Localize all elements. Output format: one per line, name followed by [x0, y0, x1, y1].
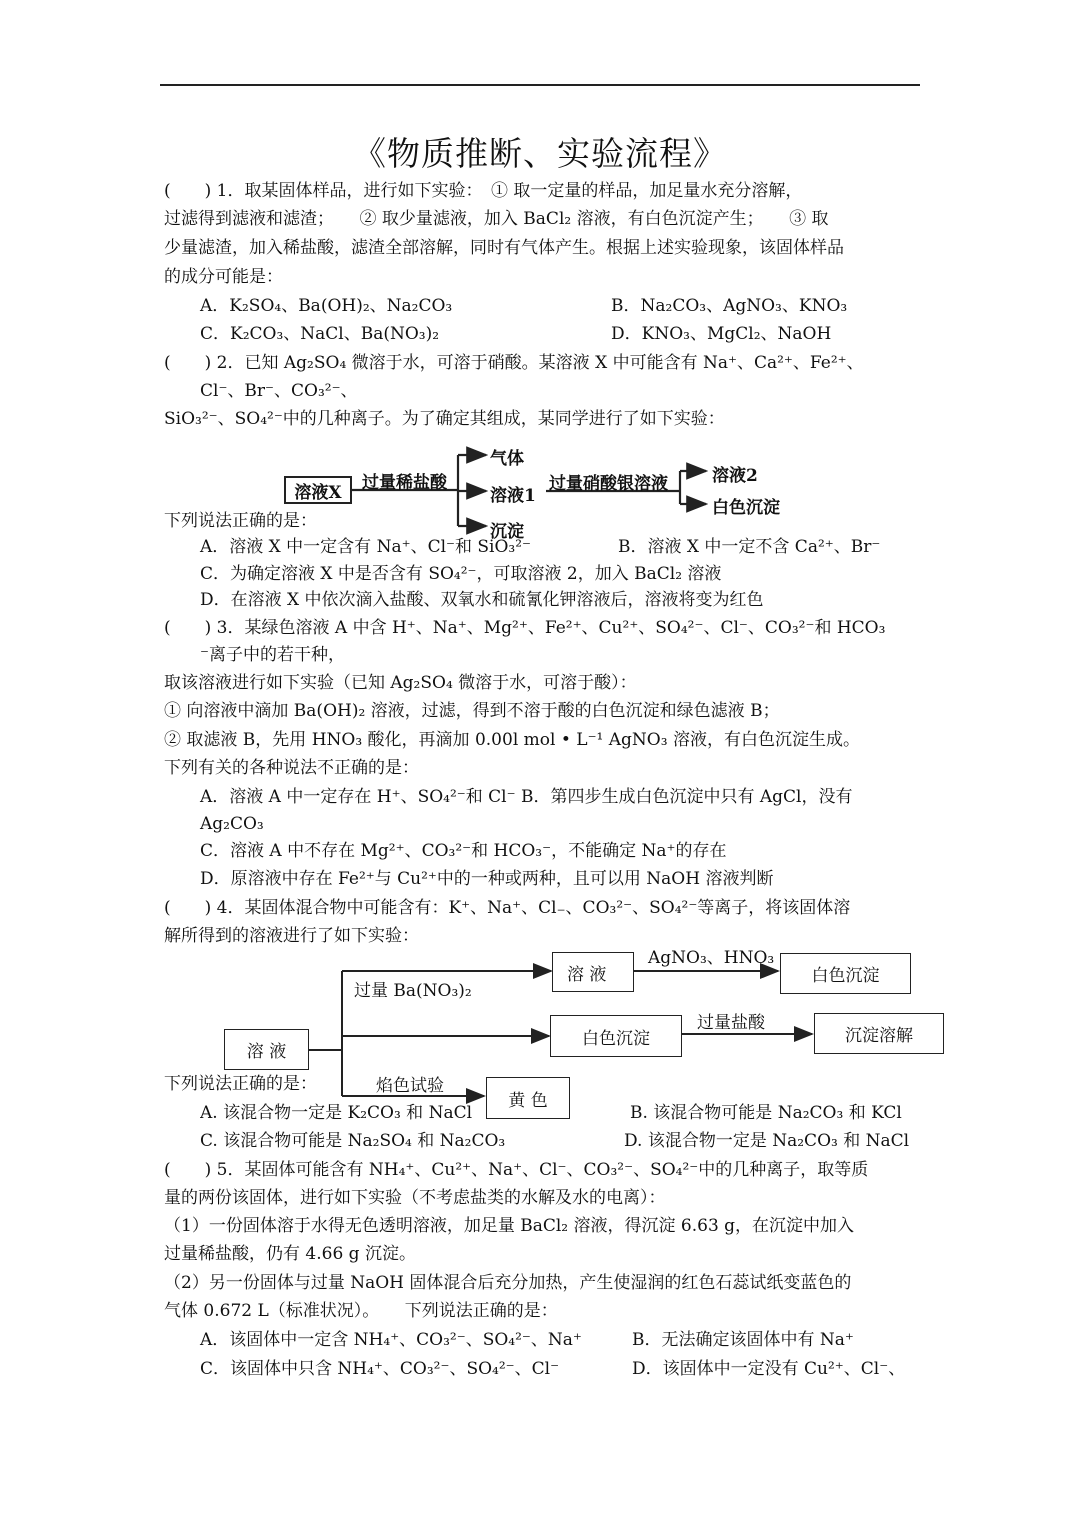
q2-solution2-label: 溶液2 [712, 466, 758, 486]
q3-line-5: ② 取滤液 B，先用 HNO₃ 酸化，再滴加 0.00l mol • L⁻¹ AgNO₃ 溶液，有白色沉淀生成。 [164, 730, 860, 750]
q5-line-5: （2）另一份固体与过量 NaOH 固体混合后充分加热，产生使湿润的红色石蕊试纸变蓝色的 [164, 1273, 852, 1293]
q5-option-a: A．该固体中一定含 NH₄⁺、CO₃²⁻、SO₄²⁻、Na⁺ [200, 1330, 582, 1350]
q1-option-d: D．KNO₃、MgCl₂、NaOH [611, 324, 832, 344]
q3-option-c: C．溶液 A 中不存在 Mg²⁺、CO₃²⁻和 HCO₃⁻，不能确定 Na⁺的存在 [200, 841, 727, 861]
q4-white-ppt-box-1: 白色沉淀 [780, 953, 911, 994]
q4-yellow-box: 黄 色 [486, 1077, 570, 1119]
q5-line-1: ( ) 5．某固体可能含有 NH₄⁺、Cu²⁺、Na⁺、Cl⁻、CO₃²⁻、SO₄²⁻中的几种离子，取等质 [164, 1160, 869, 1180]
q4-dissolve-box: 沉淀溶解 [814, 1013, 944, 1054]
q2-gas-label: 气体 [490, 449, 524, 469]
q2-option-a: A．溶液 X 中一定含有 Na⁺、Cl⁻和 SiO₃²⁻ [200, 537, 532, 557]
q1-line-2: 过滤得到滤液和滤渣； ② 取少量滤液，加入 BaCl₂ 溶液，有白色沉淀产生； ③ 取 [164, 209, 829, 229]
q2-prompt: 下列说法正确的是： [164, 511, 317, 531]
q2-option-c: C．为确定溶液 X 中是否含有 SO₄²⁻，可取溶液 2，加入 BaCl₂ 溶液 [200, 564, 722, 584]
q4-option-d: D. 该混合物一定是 Na₂CO₃ 和 NaCl [624, 1131, 910, 1151]
q4-reagent-ag: AgNO₃、HNO₃ [648, 948, 775, 968]
q2-white-ppt-label: 白色沉淀 [712, 498, 780, 518]
q3-option-d: D．原溶液中存在 Fe²⁺与 Cu²⁺中的一种或两种，且可以用 NaOH 溶液判断 [200, 869, 774, 889]
q5-line-2: 量的两份该固体，进行如下实验（不考虑盐类的水解及水的电离）： [164, 1188, 666, 1208]
q1-line-3: 少量滤渣，加入稀盐酸，滤渣全部溶解，同时有气体产生。根据上述实验现象，该固体样品 [164, 238, 844, 258]
q3-option-a: A．溶液 A 中一定存在 H⁺、SO₄²⁻和 Cl⁻ B．第四步生成白色沉淀中只有 AgCl，没有 [200, 787, 853, 807]
q3-line-3: 取该溶液进行如下实验（已知 Ag₂SO₄ 微溶于水，可溶于酸）： [164, 673, 637, 693]
q2-option-b: B．溶液 X 中一定不含 Ca²⁺、Br⁻ [618, 537, 881, 557]
q5-option-d: D．该固体中一定没有 Cu²⁺、Cl⁻、 [632, 1359, 906, 1379]
q4-line-2: 解所得到的溶液进行了如下实验： [164, 926, 419, 946]
q2-reagent-hcl: 过量稀盐酸 [362, 473, 447, 493]
q5-option-c: C．该固体中只含 NH₄⁺、CO₃²⁻、SO₄²⁻、Cl⁻ [200, 1359, 560, 1379]
page-title: 《物质推断、实验流程》 [353, 134, 727, 173]
q4-line-1: ( ) 4．某固体混合物中可能含有：K⁺、Na⁺、Cl₋、CO₃²⁻、SO₄²⁻等离子，将该固体溶 [164, 898, 851, 918]
q3-prompt: 下列有关的各种说法不正确的是： [164, 758, 419, 778]
q1-line-4: 的成分可能是： [164, 267, 283, 287]
q5-option-b: B．无法确定该固体中有 Na⁺ [632, 1330, 854, 1350]
q4-reagent-hcl: 过量盐酸 [697, 1013, 765, 1033]
q3-line-2: ⁻离子中的若干种， [200, 645, 345, 665]
q2-option-d: D．在溶液 X 中依次滴入盐酸、双氧水和硫氰化钾溶液后，溶液将变为红色 [200, 590, 764, 610]
q4-option-c: C. 该混合物可能是 Na₂SO₄ 和 Na₂CO₃ [200, 1131, 506, 1151]
q2-line-1: ( ) 2．已知 Ag₂SO₄ 微溶于水，可溶于硝酸。某溶液 X 中可能含有 Na⁺、Ca²⁺、Fe²⁺、 [164, 353, 864, 373]
q4-flame-test-label: 焰色试验 [376, 1076, 444, 1096]
q2-solution1-label: 溶液1 [490, 486, 536, 506]
q4-solution-box: 溶 液 [224, 1029, 309, 1070]
q4-white-ppt-box-2: 白色沉淀 [550, 1015, 682, 1057]
q3-line-1: ( ) 3．某绿色溶液 A 中含 H⁺、Na⁺、Mg²⁺、Fe²⁺、Cu²⁺、SO₄²⁻、Cl⁻、CO₃²⁻和 HCO₃ [164, 618, 886, 638]
q4-filtrate-box: 溶 液 [552, 952, 634, 992]
q2-line-3: SiO₃²⁻、SO₄²⁻中的几种离子。为了确定其组成，某同学进行了如下实验： [164, 409, 725, 429]
q2-line-2: Cl⁻、Br⁻、CO₃²⁻、 [200, 381, 358, 401]
q1-line-1: ( ) 1．取某固体样品，进行如下实验： ① 取一定量的样品，加足量水充分溶解， [164, 181, 803, 201]
q2-precipitate-label: 沉淀 [490, 522, 524, 542]
q4-option-a: A. 该混合物一定是 K₂CO₃ 和 NaCl [200, 1103, 473, 1123]
q3-line-4: ① 向溶液中滴加 Ba(OH)₂ 溶液，过滤，得到不溶于酸的白色沉淀和绿色滤液 B； [164, 701, 780, 721]
q2-solution-x-box: 溶液X [284, 476, 352, 504]
q5-line-6: 气体 0.672 L（标准状况）。 下列说法正确的是： [164, 1301, 558, 1321]
q4-option-b: B. 该混合物可能是 Na₂CO₃ 和 KCl [630, 1103, 902, 1123]
q1-option-b: B．Na₂CO₃、AgNO₃、KNO₃ [611, 296, 848, 316]
q1-option-c: C．K₂CO₃、NaCl、Ba(NO₃)₂ [200, 324, 440, 344]
q5-line-4: 过量稀盐酸，仍有 4.66 g 沉淀。 [164, 1244, 416, 1264]
q1-option-a: A．K₂SO₄、Ba(OH)₂、Na₂CO₃ [200, 296, 453, 316]
q4-prompt: 下列说法正确的是： [164, 1074, 317, 1094]
q4-reagent-ba: 过量 Ba(NO₃)₂ [354, 981, 472, 1001]
q2-reagent-agno3: 过量硝酸银溶液 [549, 474, 668, 494]
q3-option-a-cont: Ag₂CO₃ [200, 814, 264, 834]
q5-line-3: （1）一份固体溶于水得无色透明溶液，加足量 BaCl₂ 溶液，得沉淀 6.63 g，在沉淀中加入 [164, 1216, 855, 1236]
